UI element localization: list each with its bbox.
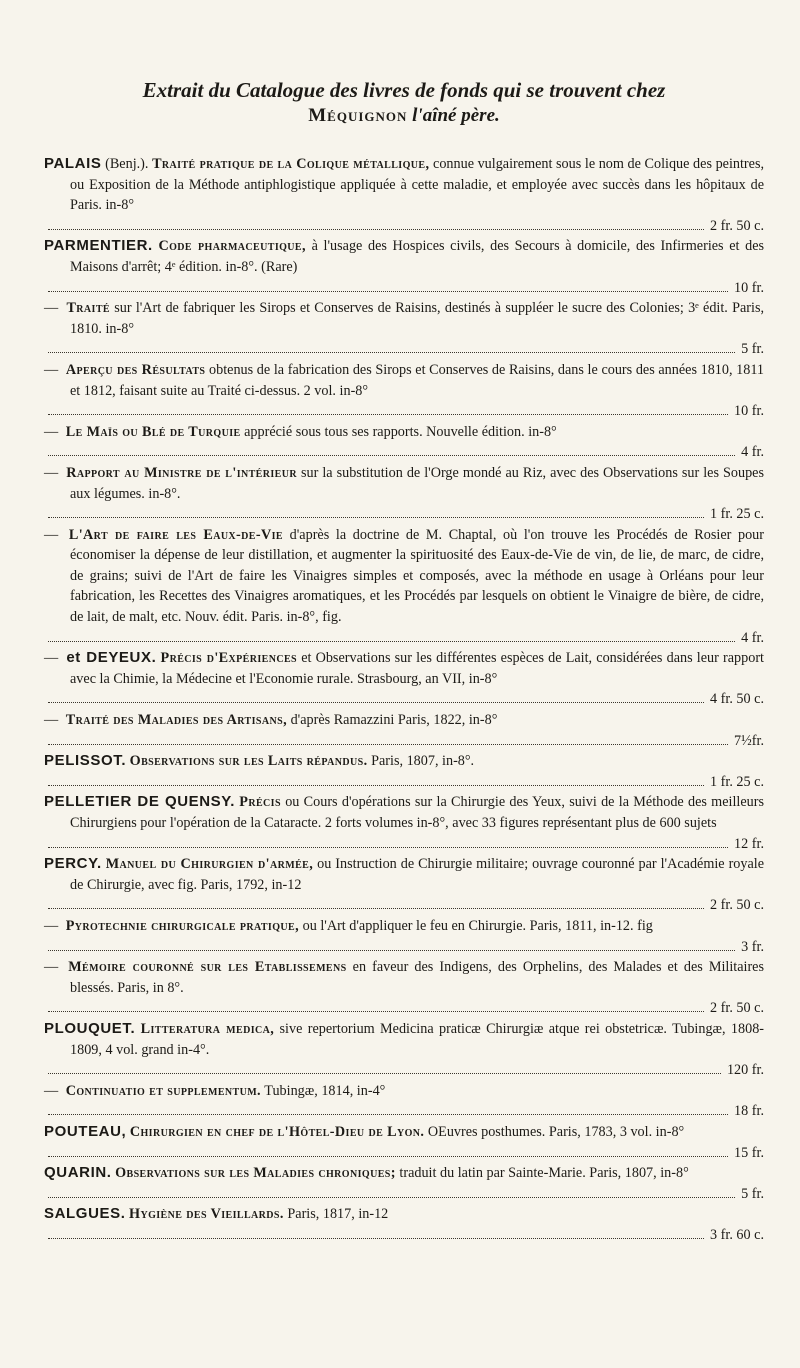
entry-title: Continuatio et supplementum. (65, 1082, 261, 1099)
entry-title: Manuel du Chirurgien d'armée, (105, 856, 314, 873)
entry-author: PARMENTIER. (44, 237, 153, 255)
catalogue-entry (44, 1081, 764, 1122)
entry-dash: — (44, 712, 59, 729)
catalogue-title: Extrait du Catalogue des livres de fonds qui se trouvent chez (142, 78, 666, 102)
entry-price-line (44, 998, 764, 1019)
entry-price: 10 fr. (734, 279, 764, 296)
entry-body (44, 710, 764, 731)
entry-body (44, 154, 764, 216)
catalogue-entry (44, 1204, 764, 1245)
entry-title: Le Maïs ou Blé de Turquie (65, 423, 241, 440)
entry-title: Traité (66, 300, 110, 317)
entry-title: Précis d'Expériences (160, 650, 298, 667)
entry-price-line (44, 689, 764, 710)
entry-title: Observations sur les Laits répandus. (129, 753, 368, 770)
entry-text: ou Cours d'opérations sur la Chirurgie des Yeux, suivi de la Méthode des meilleurs Chirurgiens pour l'opération de la Cataracte. 2 forts volumes in-8°, avec 33 figures représentant plus de 600 sujets (70, 794, 764, 831)
entry-dash: — (44, 300, 59, 317)
catalogue-entry (44, 298, 764, 360)
entry-price: 7½fr. (734, 732, 764, 749)
entry-author: PALAIS (44, 155, 102, 172)
entry-price-line (44, 504, 764, 525)
entry-text: et Observations sur les différentes espèces de Lait, considérées dans leur rapport avec la Chimie, la Médecine et l'Economie rurale. Strasbourg, an VII, in-8° (70, 650, 764, 687)
entry-dash: — (44, 464, 59, 481)
entry-body (44, 648, 764, 689)
entry-price-line (44, 1060, 764, 1081)
dot-leader (48, 414, 728, 415)
entry-price-line (44, 772, 764, 793)
dot-leader (48, 1114, 728, 1115)
catalogue-entry (44, 1019, 764, 1081)
catalogue-entry (44, 236, 764, 298)
entry-title: Code pharmaceutique, (158, 238, 306, 255)
catalogue-entry (44, 463, 764, 525)
entry-price: 120 fr. (726, 1062, 764, 1079)
dot-leader (48, 785, 704, 786)
entry-text: sur l'Art de fabriquer les Sirops et Conserves de Raisins, destinés à suppléer le sucre des Colonies; 3ᵉ édit. Paris, 1810. in-8° (70, 300, 765, 337)
entry-price: 1 fr. 25 c. (710, 506, 764, 523)
entry-price: 4 fr. (741, 629, 764, 646)
dot-leader (48, 950, 735, 951)
entry-body (44, 298, 764, 339)
dot-leader (48, 352, 735, 353)
dot-leader (48, 908, 704, 909)
entry-body (44, 751, 764, 772)
entry-text: d'après Ramazzini Paris, 1822, in-8° (290, 712, 498, 729)
entry-title: Traité pratique de la Colique métallique, (152, 156, 430, 172)
entry-price: 12 fr. (734, 835, 764, 852)
entry-body (44, 957, 764, 998)
catalogue-entries (44, 154, 764, 1245)
entry-body (44, 1163, 764, 1184)
dot-leader (48, 702, 704, 703)
entry-price: 3 fr. (741, 938, 764, 955)
dot-leader (48, 641, 735, 642)
catalogue-entry (44, 792, 764, 854)
entry-author: PELLETIER DE QUENSY. (44, 793, 235, 811)
entry-body (44, 1019, 764, 1060)
entry-body (44, 422, 764, 443)
entry-title: Litteratura medica, (140, 1020, 275, 1037)
entry-text: traduit du latin par Sainte-Marie. Paris, 1807, in-8° (399, 1165, 689, 1182)
dot-leader (48, 1156, 728, 1157)
entry-price: 10 fr. (734, 403, 764, 420)
catalogue-header (44, 78, 764, 128)
entry-title: Hygiène des Vieillards. (129, 1206, 284, 1223)
entry-body (44, 360, 764, 401)
dot-leader (48, 1238, 704, 1239)
entry-text: obtenus de la fabrication des Sirops et Conserves de Raisins, dans le cours des années 1810, 1811 et 1812, faisant suite au Traité ci-dessus. 2 vol. in-8° (70, 361, 765, 399)
catalogue-entry (44, 1163, 764, 1204)
entry-title: Traité des Maladies des Artisans, (65, 712, 288, 729)
entry-author: PLOUQUET. (44, 1019, 136, 1037)
catalogue-entry (44, 710, 764, 751)
dot-leader (48, 1073, 721, 1074)
entry-price-line (44, 1225, 764, 1246)
entry-title: Mémoire couronné sur les Etablissemens (68, 959, 347, 976)
catalogue-publisher-line (44, 103, 764, 128)
entry-price: 15 fr. (734, 1144, 764, 1161)
entry-text: OEuvres posthumes. Paris, 1783, 3 vol. in-8° (427, 1123, 685, 1140)
entry-body (44, 1204, 764, 1225)
entry-text: sur la substitution de l'Orge mondé au Riz, avec des Observations sur les Soupes aux légumes. in-8°. (70, 464, 765, 502)
entry-dash: — (44, 959, 59, 976)
entry-text: en faveur des Indigens, des Orphelins, des Malades et des Militaires blessés. Paris, in 8°. (70, 959, 765, 996)
entry-author: PERCY. (44, 855, 102, 873)
entry-price: 1 fr. 25 c. (710, 773, 764, 790)
entry-price: 5 fr. (741, 341, 764, 358)
entry-text: Paris, 1817, in-12 (287, 1206, 389, 1223)
entry-body (44, 792, 764, 833)
entry-title: Pyrotechnie chirurgicale pratique, (65, 917, 300, 934)
entry-body (44, 1122, 764, 1143)
entry-author: et DEYEUX. (66, 649, 157, 667)
entry-price: 2 fr. 50 c. (710, 1000, 764, 1017)
dot-leader (48, 1011, 704, 1012)
entry-dash: — (44, 1082, 59, 1099)
entry-price-line (44, 442, 764, 463)
entry-text: connue vulgairement sous le nom de Colique des peintres, ou Exposition de la Méthode antiphlogistique appliquée à cette maladie, et employée avec succès dans les hôpitaux de Paris. in-8° (70, 156, 765, 214)
entry-price: 4 fr. 50 c. (710, 691, 764, 708)
entry-price-line (44, 895, 764, 916)
entry-body (44, 854, 764, 895)
entry-text: d'après la doctrine de M. Chaptal, où l'on trouve les Procédés de Rosier pour économiser la dépense de leur distillation, et augmenter la spirituosité des Eaux-de-Vie de vin, de lie, de marc, de cidre, de grains; suivi de l'Art de faire les Vinaigres simples et composés, avec la méthode en usage à Orléans pour leur fabrication, les Recettes des Vinaigres aromatiques, et les Procédés par lesquels on obtient le Vinaigre de bière, de cidre, de lait, de malt, etc. Nouv. édit. Paris. in-8°, fig. (70, 526, 764, 626)
dot-leader (48, 229, 704, 230)
entry-body (44, 236, 764, 277)
entry-price-line (44, 216, 764, 237)
entry-dash: — (44, 361, 59, 378)
dot-leader (48, 744, 728, 745)
catalogue-entry (44, 154, 764, 236)
entry-dash: — (44, 650, 59, 667)
entry-text: ou l'Art d'appliquer le feu en Chirurgie. Paris, 1811, in-12. fig (302, 917, 653, 934)
catalogue-entry (44, 422, 764, 463)
entry-author: POUTEAU, (44, 1122, 127, 1140)
publisher-suffix: l'aîné père. (412, 105, 500, 126)
dot-leader (48, 1197, 735, 1198)
entry-price-line (44, 1101, 764, 1122)
catalogue-entry (44, 916, 764, 957)
entry-title: Chirurgien en chef de l'Hôtel-Dieu de Lyon. (129, 1123, 425, 1140)
entry-dash: — (44, 423, 59, 440)
entry-body (44, 916, 764, 937)
entry-body (44, 525, 764, 628)
entry-body (44, 1081, 764, 1102)
dot-leader (48, 517, 704, 518)
entry-price-line (44, 401, 764, 422)
entry-price-line (44, 937, 764, 958)
entry-dash: — (44, 917, 59, 934)
entry-price-line (44, 278, 764, 299)
publisher-name: Méquignon (308, 105, 408, 126)
catalogue-entry (44, 648, 764, 710)
entry-price-line (44, 1143, 764, 1164)
entry-price: 18 fr. (734, 1103, 764, 1120)
entry-text: ou Instruction de Chirurgie militaire; ouvrage couronné par l'Académie royale de Chirurgie, avec fig. Paris, 1792, in-12 (70, 856, 765, 893)
entry-price-line (44, 1184, 764, 1205)
entry-title: Observations sur les Maladies chroniques; (115, 1165, 396, 1182)
catalogue-entry (44, 360, 764, 422)
entry-text: Tubingæ, 1814, in-4° (264, 1082, 386, 1099)
entry-price: 2 fr. 50 c. (710, 217, 764, 234)
entry-author-note: (Benj.). (105, 156, 149, 172)
entry-price: 4 fr. (741, 444, 764, 461)
catalogue-entry (44, 1122, 764, 1163)
dot-leader (48, 847, 728, 848)
catalogue-entry (44, 751, 764, 792)
entry-text: sive repertorium Medicina praticæ Chirurgiæ atque rei obstetricæ. Tubingæ, 1808-1809, 4 vol. grand in-4°. (70, 1020, 765, 1058)
entry-dash: — (44, 526, 59, 543)
entry-title: L'Art de faire les Eaux-de-Vie (68, 526, 284, 543)
entry-title: Aperçu des Résultats (65, 361, 206, 378)
entry-body (44, 463, 764, 504)
entry-price-line (44, 834, 764, 855)
entry-text: Paris, 1807, in-8°. (371, 753, 475, 770)
entry-price-line (44, 731, 764, 752)
entry-author: QUARIN. (44, 1164, 112, 1182)
entry-text: apprécié sous tous ses rapports. Nouvelle édition. in-8° (244, 423, 557, 440)
entry-price: 5 fr. (741, 1185, 764, 1202)
entry-title: Précis (239, 794, 281, 811)
entry-price: 3 fr. 60 c. (710, 1226, 764, 1243)
entry-author: SALGUES. (44, 1205, 126, 1223)
dot-leader (48, 291, 728, 292)
catalogue-entry (44, 854, 764, 916)
entry-price: 2 fr. 50 c. (710, 897, 764, 914)
entry-price-line (44, 628, 764, 649)
catalogue-entry (44, 525, 764, 649)
dot-leader (48, 455, 735, 456)
entry-price-line (44, 339, 764, 360)
catalogue-entry (44, 957, 764, 1019)
entry-text: à l'usage des Hospices civils, des Secours à domicile, des Infirmeries et des Maisons d'arrêt; 4ᵉ édition. in-8°. (Rare) (70, 238, 765, 275)
entry-title: Rapport au Ministre de l'intérieur (66, 464, 297, 481)
entry-author: PELISSOT. (44, 752, 127, 770)
